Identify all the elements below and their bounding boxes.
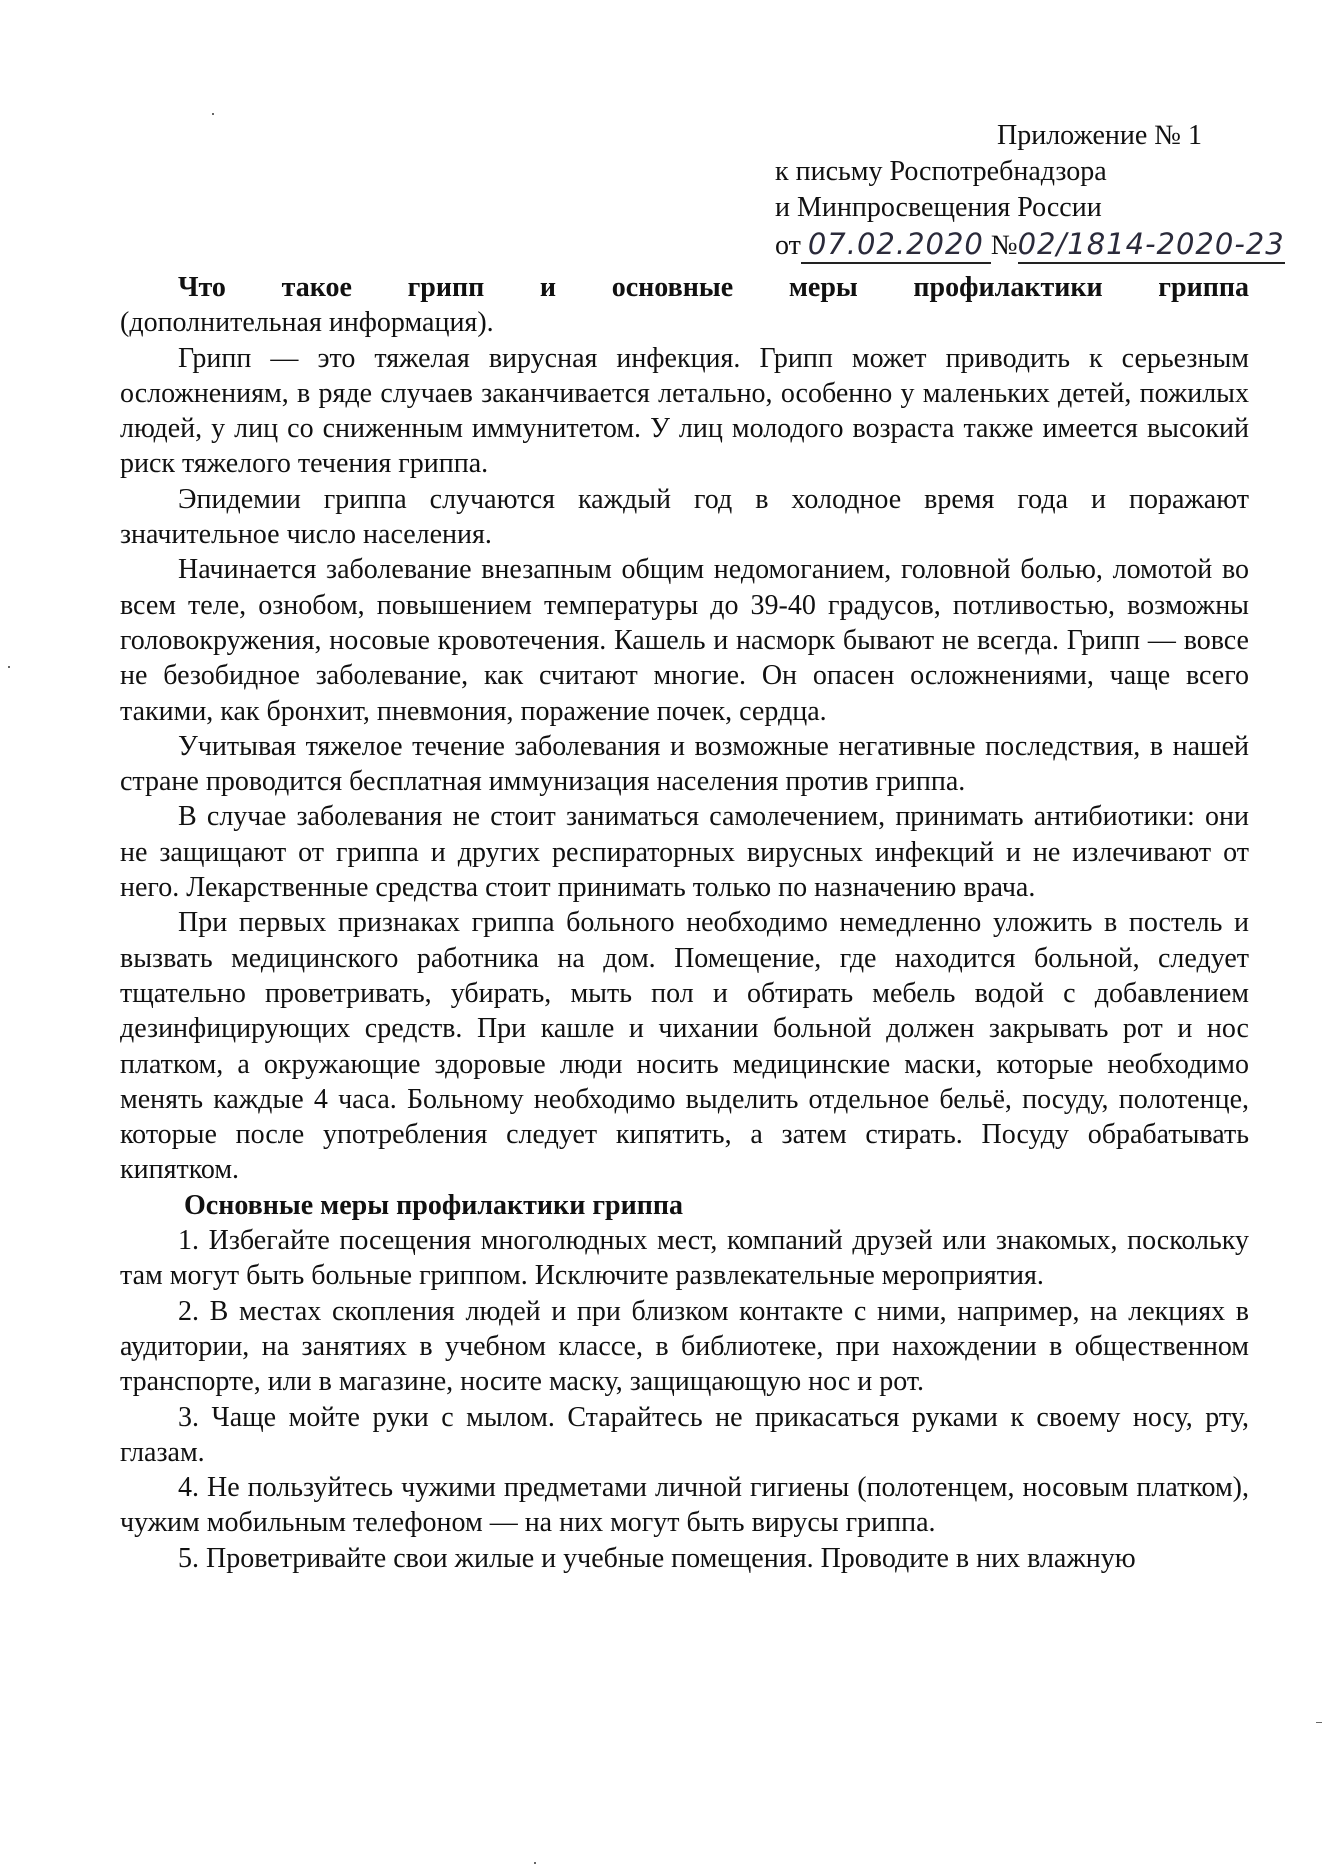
paragraph-epidemics: Эпидемии гриппа случаются каждый год в холодное время года и поражают значительное число населения. xyxy=(120,483,1249,551)
scan-speck xyxy=(534,1862,536,1864)
paragraph-symptoms: Начинается заболевание внезапным общим недомоганием, головной болью, ломотой во всем теле, ознобом, повышением температуры до 39-40 градусов, потливостью, возможны головокружения, носовые кровотечения. Кашель и насморк бывают не всегда. Грипп — вовсе не безобидное заболевание, как считают многие. Он опасен осложнениями, чаще всего такими, как бронхит, пневмония, поражение почек, сердца. xyxy=(120,554,1249,727)
appendix-letter-from: к письму Роспотребнадзора xyxy=(775,156,1107,187)
scan-speck xyxy=(212,113,214,115)
paragraph-self-treatment: В случае заболевания не стоит заниматься самолечением, принимать антибиотики: они не защищают от гриппа и других респираторных вирусных инфекций и не излечивают от него. Лекарственные средства стоит принимать только по назначению врача. xyxy=(120,801,1249,904)
document-body xyxy=(120,270,1249,1576)
scan-speck xyxy=(8,666,10,668)
handwritten-date: 07.02.2020 xyxy=(801,226,991,264)
paragraph-immunization: Учитывая тяжелое течение заболевания и возможные негативные последствия, в нашей стране проводится бесплатная иммунизация населения против гриппа. xyxy=(120,730,1249,798)
measure-item: 2. В местах скопления людей и при близком контакте с ними, например, на лекциях в аудитории, на занятиях в учебном классе, в библиотеке, при нахождении в общественном транспорте, или в магазине, носите маску, защищающую нос и рот. xyxy=(120,1295,1249,1398)
measure-item: 5. Проветривайте свои жилые и учебные помещения. Проводите в них влажную xyxy=(178,1542,1136,1574)
handwritten-number: 02/1814-2020-23 xyxy=(1018,226,1285,264)
number-sign: № xyxy=(990,230,1018,261)
paragraph-first-signs: При первых признаках гриппа больного необходимо немедленно уложить в постель и вызвать медицинского работника на дом. Помещение, где находится больной, следует тщательно проветривать, убирать, мыть пол и обтирать мебель водой с добавлением дезинфицирующих средств. При кашле и чихании больной должен закрывать рот и нос платком, а окружающие здоровые люди носить медицинские маски, которые необходимо менять каждые 4 часа. Больному необходимо выделить отдельное бельё, посуду, полотенце, которые после употребления следует кипятить, а затем стирать. Посуду обрабатывать кипятком. xyxy=(120,907,1249,1186)
document-subtitle: (дополнительная информация). xyxy=(120,307,494,339)
measure-item: 1. Избегайте посещения многолюдных мест, компаний друзей или знакомых, поскольку там могут быть больные гриппом. Исключите развлекательные мероприятия. xyxy=(120,1225,1249,1292)
paragraph-flu-definition: Грипп — это тяжелая вирусная инфекция. Грипп может приводить к серьезным осложнениям, в ряде случаев заканчивается летально, особенно у маленьких детей, пожилых людей, у лиц со сниженным иммунитетом. У лиц молодого возраста также имеется высокий риск тяжелого течения гриппа. xyxy=(120,342,1249,480)
date-prefix: от xyxy=(775,230,801,261)
measures-heading: Основные меры профилактики гриппа xyxy=(184,1189,684,1221)
scan-speck xyxy=(1316,1722,1322,1723)
appendix-number: Приложение № 1 xyxy=(997,120,1202,151)
measure-item: 4. Не пользуйтесь чужими предметами личной гигиены (полотенцем, носовым платком), чужим мобильным телефоном — на них могут быть вирусы гриппа. xyxy=(120,1472,1249,1539)
appendix-date-line xyxy=(775,226,1295,264)
appendix-header xyxy=(775,118,1295,264)
measure-item: 3. Чаще мойте руки с мылом. Старайтесь не прикасаться руками к своему носу, рту, глазам. xyxy=(120,1401,1249,1468)
document-title: Что такое грипп и основные меры профилактики гриппа xyxy=(178,272,1249,303)
appendix-ministry: и Минпросвещения России xyxy=(775,192,1102,223)
